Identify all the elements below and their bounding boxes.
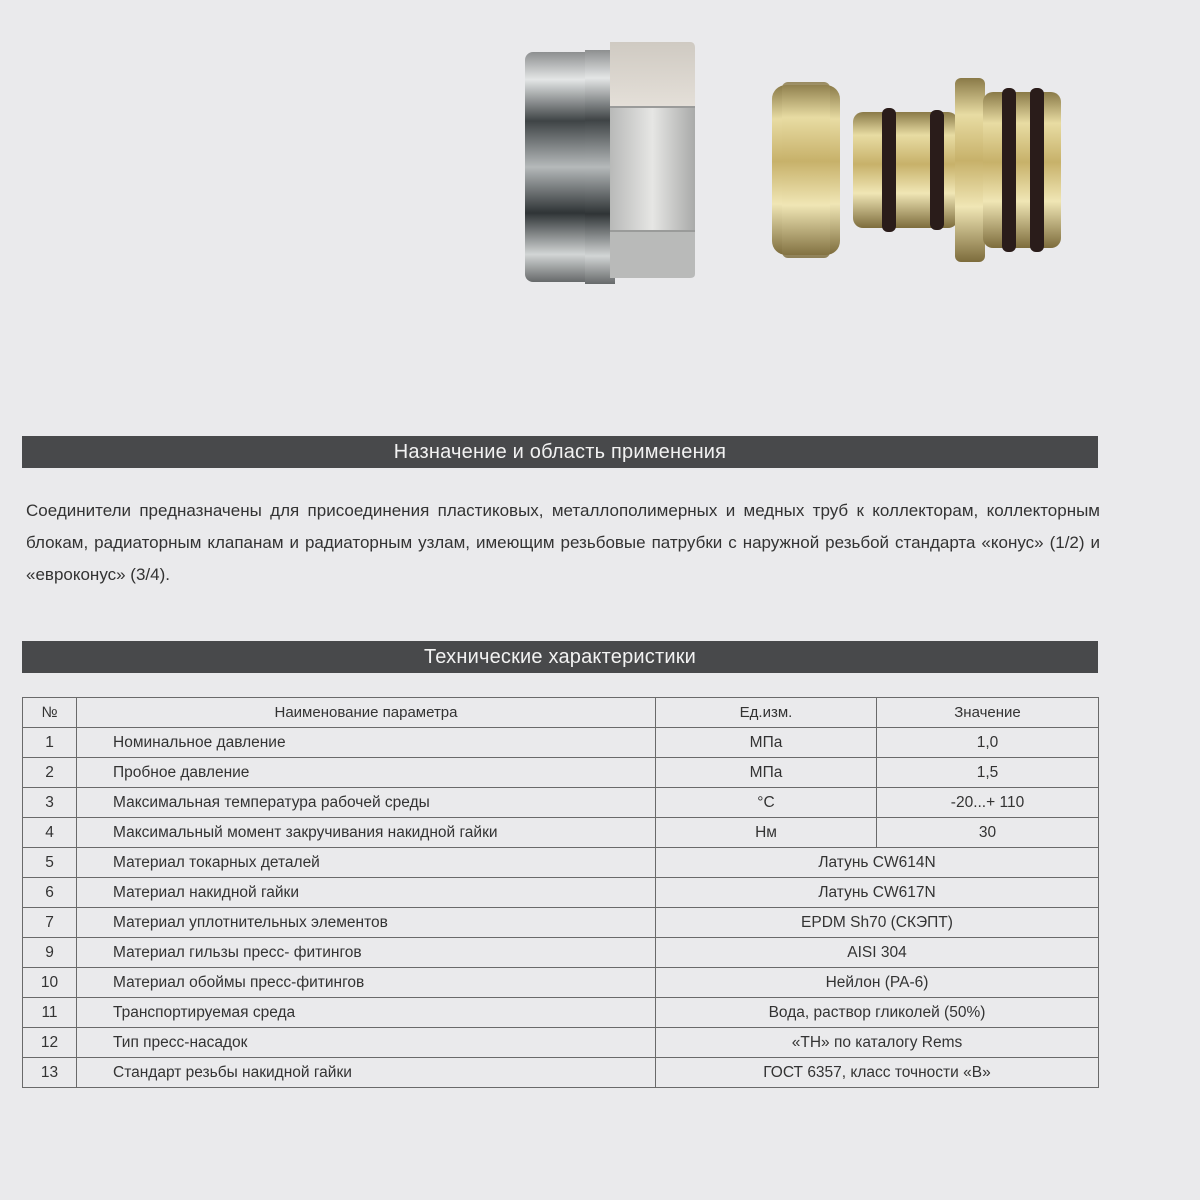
row-parameter: Транспортируемая среда xyxy=(77,998,656,1028)
row-number: 6 xyxy=(23,878,77,908)
row-unit: °С xyxy=(656,788,877,818)
row-number: 13 xyxy=(23,1058,77,1088)
row-parameter: Пробное давление xyxy=(77,758,656,788)
table-row xyxy=(23,998,1099,1028)
table-row xyxy=(23,968,1099,998)
row-number: 2 xyxy=(23,758,77,788)
row-parameter: Материал гильзы пресс- фитингов xyxy=(77,938,656,968)
table-row xyxy=(23,728,1099,758)
row-parameter: Тип пресс-насадок xyxy=(77,1028,656,1058)
purpose-section-header: Назначение и область применения xyxy=(22,436,1098,468)
column-header-number: № xyxy=(23,698,77,728)
row-parameter: Материал обоймы пресс-фитингов xyxy=(77,968,656,998)
table-row xyxy=(23,758,1099,788)
purpose-description: Соединители предназначены для присоединения пластиковых, металлополимерных и медных труб к коллекторам, коллекторным блокам, радиаторным клапанам и радиаторным узлам, имеющим резьбовые патрубки с наружной резьбой стандарта «конус» (1/2) и «евроконус» (3/4). xyxy=(26,501,1100,584)
row-unit: Нм xyxy=(656,818,877,848)
row-number: 9 xyxy=(23,938,77,968)
row-value: ГОСТ 6357, класс точности «В» xyxy=(656,1058,1099,1088)
table-row xyxy=(23,938,1099,968)
row-number: 5 xyxy=(23,848,77,878)
row-parameter: Максимальная температура рабочей среды xyxy=(77,788,656,818)
specs-table xyxy=(22,697,1099,1088)
table-header-row xyxy=(23,698,1099,728)
row-value: 1,5 xyxy=(877,758,1099,788)
row-value: Нейлон (PA-6) xyxy=(656,968,1099,998)
table-row xyxy=(23,908,1099,938)
row-value: Латунь CW617N xyxy=(656,878,1099,908)
column-header-parameter: Наименование параметра xyxy=(77,698,656,728)
row-number: 11 xyxy=(23,998,77,1028)
table-row xyxy=(23,818,1099,848)
specs-section-header: Технические характеристики xyxy=(22,641,1098,673)
table-row xyxy=(23,1028,1099,1058)
row-value: «TH» по каталогу Rems xyxy=(656,1028,1099,1058)
row-value: -20...+ 110 xyxy=(877,788,1099,818)
table-row xyxy=(23,878,1099,908)
row-value: EPDM Sh70 (СКЭПТ) xyxy=(656,908,1099,938)
row-value: Латунь CW614N xyxy=(656,848,1099,878)
row-value: Вода, раствор гликолей (50%) xyxy=(656,998,1099,1028)
row-parameter: Материал накидной гайки xyxy=(77,878,656,908)
row-value: AISI 304 xyxy=(656,938,1099,968)
row-number: 12 xyxy=(23,1028,77,1058)
column-header-unit: Ед.изм. xyxy=(656,698,877,728)
row-number: 1 xyxy=(23,728,77,758)
row-number: 3 xyxy=(23,788,77,818)
product-image xyxy=(500,20,1100,300)
table-row xyxy=(23,848,1099,878)
column-header-value: Значение xyxy=(877,698,1099,728)
row-parameter: Номинальное давление xyxy=(77,728,656,758)
row-unit: МПа xyxy=(656,758,877,788)
table-row xyxy=(23,1058,1099,1088)
row-unit: МПа xyxy=(656,728,877,758)
row-parameter: Стандарт резьбы накидной гайки xyxy=(77,1058,656,1088)
row-parameter: Материал токарных деталей xyxy=(77,848,656,878)
row-parameter: Материал уплотнительных элементов xyxy=(77,908,656,938)
row-number: 10 xyxy=(23,968,77,998)
row-value: 30 xyxy=(877,818,1099,848)
row-parameter: Максимальный момент закручивания накидной гайки xyxy=(77,818,656,848)
row-number: 4 xyxy=(23,818,77,848)
row-number: 7 xyxy=(23,908,77,938)
table-row xyxy=(23,788,1099,818)
row-value: 1,0 xyxy=(877,728,1099,758)
